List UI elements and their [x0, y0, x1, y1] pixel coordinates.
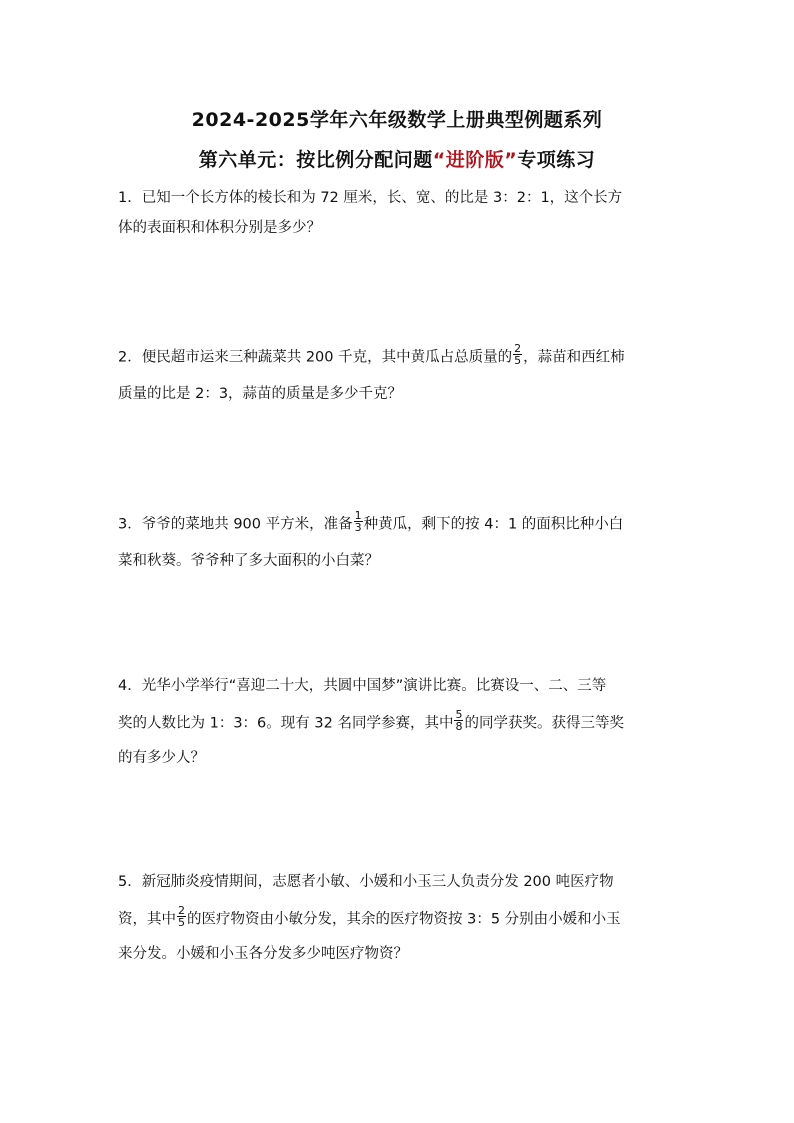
- fraction-numerator: 5: [455, 708, 463, 721]
- fraction: [454, 709, 463, 732]
- question-5-text-b: 的医疗物资由小敏分发，其余的医疗物资按 3：5 分别由小媛和小玉: [187, 911, 621, 928]
- title-line-1: 2024-2025学年六年级数学上册典型例题系列: [191, 109, 603, 131]
- question-4-line-3: 的有多少人？: [118, 750, 205, 766]
- fraction-numerator: 1: [354, 509, 362, 522]
- fraction: [513, 343, 522, 366]
- question-1-line-2: 体的表面积和体积分别是多少？: [118, 220, 321, 236]
- question-5-line-2: [118, 904, 621, 929]
- question-3-text-b: 种黄瓜，剩下的按 4：1 的面积比种小白: [363, 516, 624, 533]
- fraction-numerator: 2: [514, 342, 522, 355]
- question-3-line-2: 菜和秋葵。爷爷种了多大面积的小白菜？: [118, 553, 379, 569]
- fraction-denominator: 3: [354, 521, 362, 534]
- question-3-line-1: [118, 509, 624, 534]
- subtitle-prefix: 第六单元：按比例分配问题: [198, 149, 433, 171]
- question-2-line-2: 质量的比是 2：3，蒜苗的质量是多少千克？: [118, 386, 403, 402]
- question-2-text-a: 2．便民超市运来三种蔬菜共 200 千克，其中黄瓜占总质量的: [118, 349, 513, 366]
- fraction: [354, 510, 363, 533]
- question-4-line-1: 4．光华小学举行“喜迎二十大，共圆中国梦”演讲比赛。比赛设一、二、三等: [118, 678, 607, 694]
- subtitle-highlight: “进阶版”: [432, 149, 518, 171]
- question-5-text-a: 资，其中: [118, 911, 176, 928]
- document-title: [0, 105, 794, 132]
- question-5-line-1: 5．新冠肺炎疫情期间，志愿者小敏、小媛和小玉三人负责分发 200 吨医疗物: [118, 874, 614, 890]
- question-4-text-b: 的同学获奖。获得三等奖: [464, 715, 624, 732]
- question-2-line-1: [118, 342, 625, 367]
- question-3-text-a: 3．爷爷的菜地共 900 平方米，准备: [118, 516, 353, 533]
- question-2-text-b: ，蒜苗和西红柿: [523, 349, 625, 366]
- subtitle-suffix: 专项练习: [517, 149, 596, 171]
- fraction-denominator: 8: [455, 720, 463, 733]
- document-subtitle: [0, 145, 794, 172]
- question-4-line-2: [118, 708, 624, 733]
- question-5-line-3: 来分发。小媛和小玉各分发多少吨医疗物资？: [118, 946, 408, 962]
- question-1-line-1: 1．已知一个长方体的棱长和为 72 厘米，长、宽、的比是 3：2：1，这个长方: [118, 190, 623, 206]
- fraction-denominator: 5: [514, 354, 522, 367]
- fraction-numerator: 2: [178, 904, 185, 917]
- fraction: [177, 905, 186, 928]
- fraction-denominator: 5: [178, 916, 185, 929]
- question-4-text-a: 奖的人数比为 1：3：6。现有 32 名同学参赛，其中: [118, 715, 454, 732]
